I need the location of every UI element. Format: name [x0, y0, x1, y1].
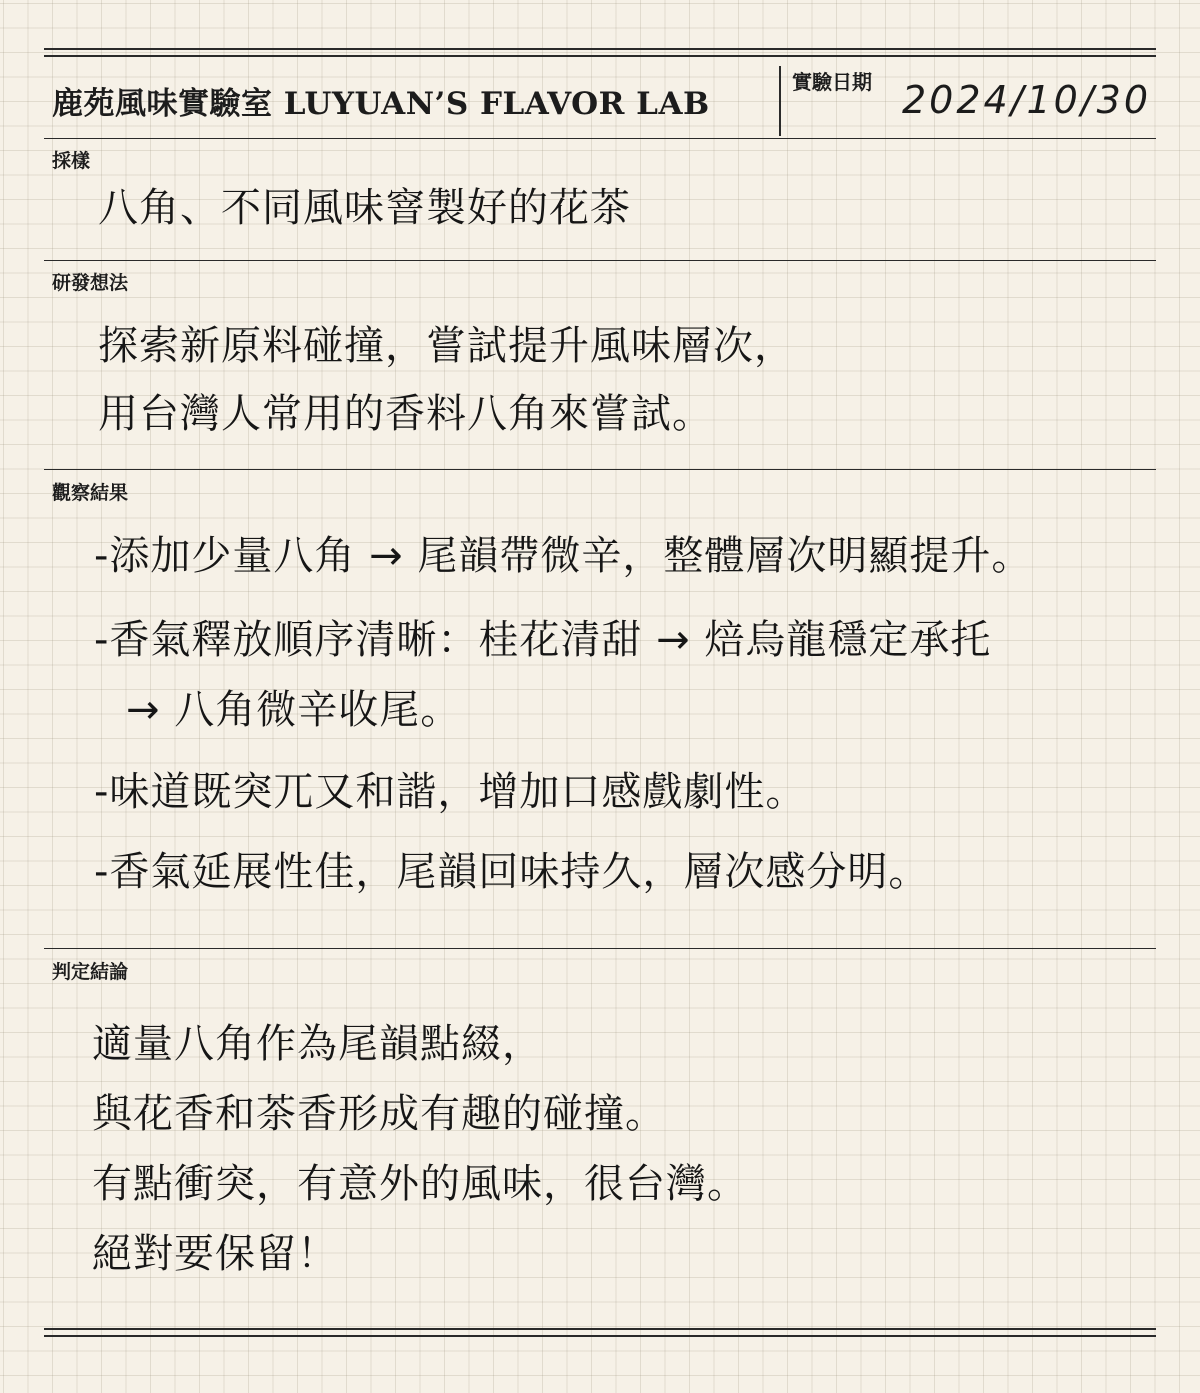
conclusion-line: 與花香和茶香形成有趣的碰撞。 [92, 1091, 666, 1137]
conclusion-label: 判定結論 [52, 961, 129, 983]
observation-line: -味道既突兀又和諧，增加口感戲劇性。 [94, 769, 807, 815]
rule-after-header [44, 138, 1156, 139]
bottom-double-rule [44, 1328, 1156, 1337]
header-divider [779, 66, 781, 136]
conclusion-line: 絕對要保留！ [92, 1231, 338, 1277]
date-value: 2024/10/30 [902, 78, 1152, 122]
top-double-rule [44, 48, 1156, 57]
rule-after-sampling [44, 260, 1156, 261]
rule-after-idea [44, 469, 1156, 470]
lab-title: 鹿苑風味實驗室 LUYUAN’S FLAVOR LAB [52, 86, 710, 122]
observation-line: → 八角微辛收尾。 [126, 687, 462, 733]
observation-line: -添加少量八角 → 尾韻帶微辛，整體層次明顯提升。 [94, 533, 1033, 579]
sampling-text: 八角、不同風味窨製好的花茶 [98, 185, 631, 231]
conclusion-line: 適量八角作為尾韻點綴， [92, 1021, 543, 1067]
idea-line: 用台灣人常用的香料八角來嘗試。 [98, 391, 713, 437]
sampling-label: 採樣 [52, 150, 91, 172]
date-label: 實驗日期 [792, 70, 872, 94]
observation-label: 觀察結果 [52, 482, 129, 504]
observation-line: -香氣延展性佳，尾韻回味持久，層次感分明。 [94, 849, 930, 895]
idea-label: 研發想法 [52, 272, 129, 294]
conclusion-line: 有點衝突，有意外的風味，很台灣。 [92, 1161, 748, 1207]
rule-after-observation [44, 948, 1156, 949]
idea-line: 探索新原料碰撞，嘗試提升風味層次， [98, 323, 795, 369]
observation-line: -香氣釋放順序清晰：桂花清甜 → 焙烏龍穩定承托 [94, 617, 992, 663]
